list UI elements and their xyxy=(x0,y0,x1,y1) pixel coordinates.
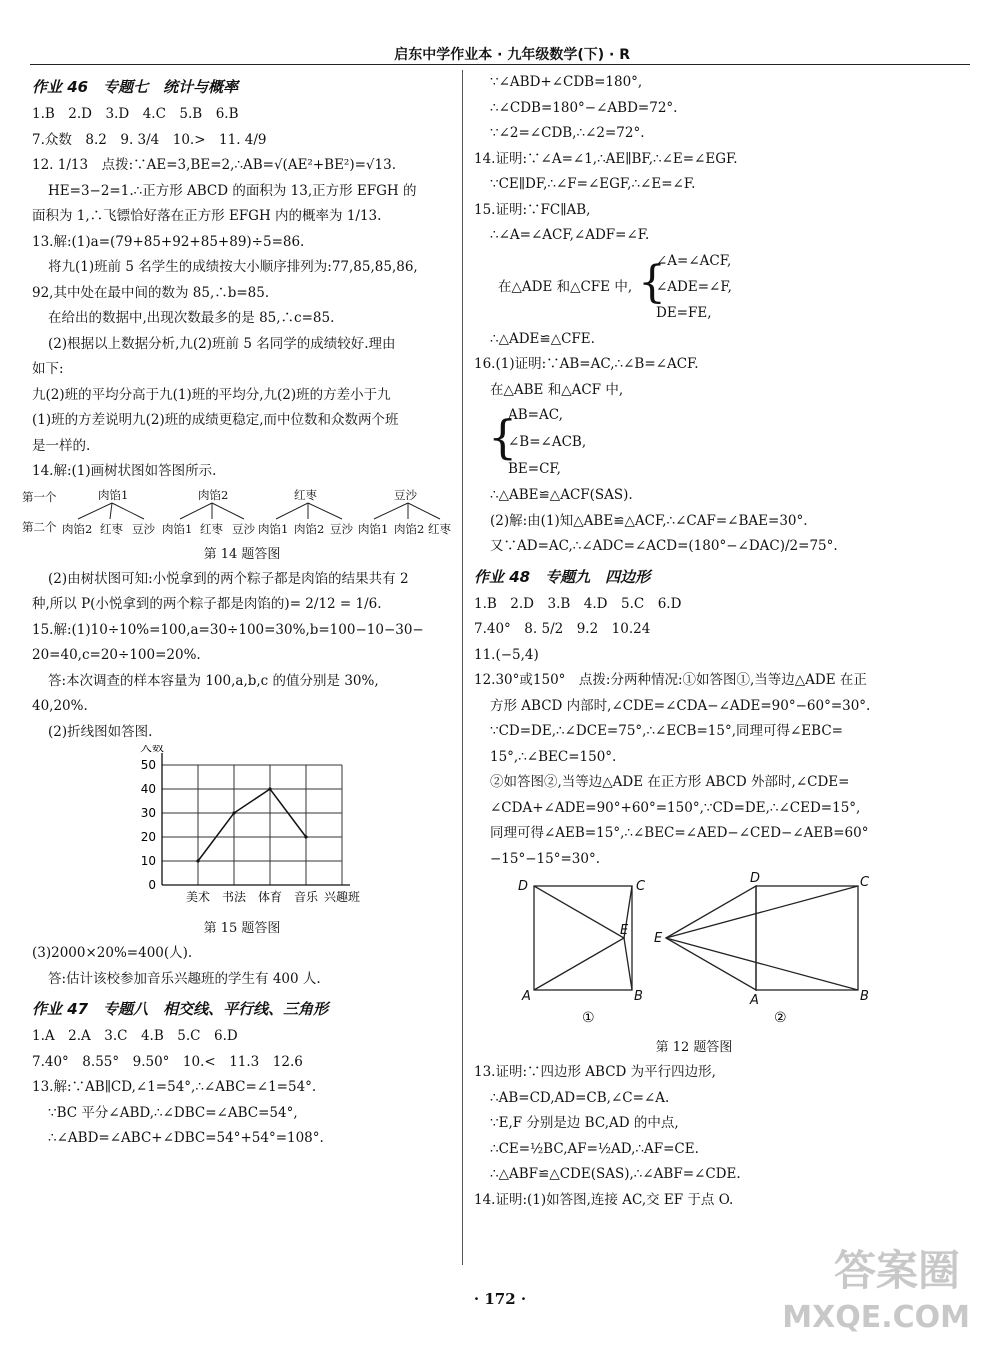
y-tick-label: 0 xyxy=(148,878,156,892)
answer-line: ∵BC 平分∠ABD,∴∠DBC=∠ABC=54°, xyxy=(48,1104,298,1121)
answer-line: ∴∠A=∠ACF,∠ADF=∠F. xyxy=(490,227,650,243)
data-point xyxy=(268,787,271,790)
answer-line: −15°−15°=30°. xyxy=(490,850,601,867)
answer-line: 13.解:(1)a=(79+85+92+85+89)÷5=86. xyxy=(32,233,305,250)
answer-line: (2)解:由(1)知△ABE≌△ACF,∴∠CAF=∠BAE=30°. xyxy=(490,512,808,529)
answer-line: 同理可得∠AEB=15°,∴∠BEC=∠AED−∠CED−∠AEB=60° xyxy=(490,825,869,841)
fig1-label: A xyxy=(522,989,531,1004)
system-line: ∠ADE=∠F, xyxy=(656,278,732,295)
column-divider xyxy=(462,70,463,1265)
fig2-label: D xyxy=(750,872,761,886)
answer-line: 20=40,c=20÷100=20%. xyxy=(32,647,201,663)
answer-line: 92,其中处在最中间的数为 85,∴b=85. xyxy=(32,284,270,301)
x-tick-label: 美术 xyxy=(185,890,211,904)
answer-line: ∴CE=½BC,AF=½AD,∴AF=CE. xyxy=(490,1140,699,1157)
answer-line: 15.解:(1)10÷10%=100,a=30÷100=30%,b=100−10−30− xyxy=(32,621,424,638)
y-tick-label: 40 xyxy=(140,782,156,796)
answer-line: 16.(1)证明:∵AB=AC,∴∠B=∠ACF. xyxy=(474,356,699,372)
fig2-label: B xyxy=(860,989,869,1004)
answer-line: 1.B 2.D 3.D 4.C 5.B 6.B xyxy=(32,106,239,122)
tree-top-node: 红枣 xyxy=(294,487,317,502)
answer-line: ∵CE∥DF,∴∠F=∠EGF,∴∠E=∠F. xyxy=(490,176,696,192)
system-intro: 在△ADE 和△CFE 中, xyxy=(498,278,633,295)
data-point xyxy=(232,811,235,814)
x-tick-label: 体育 xyxy=(257,890,283,904)
tree-leaf: 肉馅1 xyxy=(358,521,389,536)
answer-line: 7.40° 8.55° 9.50° 10.< 11.3 12.6 xyxy=(32,1053,303,1070)
answer-line: 15.证明:∵FC∥AB, xyxy=(474,201,591,218)
x-axis-label: 兴趣班 xyxy=(323,890,361,904)
brace-icon: { xyxy=(488,410,518,464)
y-tick-label: 30 xyxy=(140,806,156,820)
answer-line: ∴∠CDB=180°−∠ABD=72°. xyxy=(490,99,678,116)
x-tick-label: 音乐 xyxy=(293,890,319,904)
section-47-title: 作业 47 专题八 相交线、平行线、三角形 xyxy=(32,1000,329,1018)
brace-icon: { xyxy=(638,256,666,308)
fig1-label: E xyxy=(620,923,629,938)
answer-line: ∴∠ABD=∠ABC+∠DBC=54°+54°=108°. xyxy=(48,1130,324,1146)
header-title: 启东中学作业本 · 九年级数学(下) · R xyxy=(394,47,630,63)
fig1-label: C xyxy=(636,879,646,894)
page-number: · 172 · xyxy=(473,1290,527,1308)
answer-line: 答:估计该校参加音乐兴趣班的学生有 400 人. xyxy=(48,970,321,987)
answer-line: 7.众数 8.2 9. 3/4 10.> 11. 4/9 xyxy=(32,131,267,148)
tree-leaf: 肉馅2 xyxy=(62,521,93,536)
answer-line: 1.B 2.D 3.B 4.D 5.C 6.D xyxy=(474,595,682,612)
tree-leaf: 豆沙 xyxy=(132,521,155,536)
answer-line: HE=3−2=1.∴正方形 ABCD 的面积为 13,正方形 EFGH 的 xyxy=(48,182,417,199)
answer-line: 15°,∴∠BEC=150°. xyxy=(490,748,617,765)
figure-12-diagrams xyxy=(474,872,914,1032)
figure-15-caption: 第 15 题答图 xyxy=(203,921,281,936)
answer-line: 14.解:(1)画树状图如答图所示. xyxy=(32,463,217,479)
tree-leaf: 肉馅1 xyxy=(258,521,289,536)
answer-line: 方形 ABCD 内部时,∠CDE=∠CDA−∠ADE=90°−60°=30°. xyxy=(490,697,871,714)
answer-line: ∴△ABE≌△ACF(SAS). xyxy=(490,487,633,503)
answer-line: 在给出的数据中,出现次数最多的是 85,∴c=85. xyxy=(48,310,335,326)
tree-top-node: 肉馅2 xyxy=(198,487,229,502)
congruence-system-15 xyxy=(474,249,914,327)
answer-line: (1)班的方差说明九(2)班的成绩更稳定,而中位数和众数两个班 xyxy=(32,412,399,428)
answer-line: 将九(1)班前 5 名学生的成绩按大小顺序排列为:77,85,85,86, xyxy=(48,259,418,275)
answer-line: 7.40° 8. 5/2 9.2 10.24 xyxy=(474,621,651,637)
answer-line: 在△ABE 和△ACF 中, xyxy=(490,381,624,398)
series-line xyxy=(198,789,306,861)
answer-line: 种,所以 P(小悦拿到的两个粽子都是肉馅的)= 2/12 = 1/6. xyxy=(32,596,382,612)
answer-line: 40,20%. xyxy=(32,698,88,714)
system-line: DE=FE, xyxy=(656,304,712,321)
fig2-number: ② xyxy=(774,1010,787,1026)
answer-line: (2)折线图如答图. xyxy=(48,723,153,740)
answer-line: 14.证明:(1)如答图,连接 AC,交 EF 于点 O. xyxy=(474,1191,734,1208)
tree-leaf: 肉馅2 xyxy=(294,521,325,536)
answer-line: 面积为 1,∴飞镖恰好落在正方形 EFGH 内的概率为 1/13. xyxy=(32,208,382,224)
tree-leaf: 肉馅1 xyxy=(162,521,193,536)
answer-line: 11.(−5,4) xyxy=(474,646,539,663)
answer-line: ∴AB=CD,AD=CB,∠C=∠A. xyxy=(490,1089,670,1106)
section-46-title: 作业 46 专题七 统计与概率 xyxy=(32,78,239,96)
answer-line: (3)2000×20%=400(人). xyxy=(32,945,193,961)
answer-line: ∵∠2=∠CDB,∴∠2=72°. xyxy=(490,125,645,141)
tree-leaf: 红枣 xyxy=(100,521,123,536)
congruence-system-16 xyxy=(474,403,914,483)
answer-line: 九(2)班的平均分高于九(1)班的平均分,九(2)班的方差小于九 xyxy=(32,386,391,403)
fig2-label: C xyxy=(860,875,870,890)
data-point xyxy=(196,859,199,862)
left-column xyxy=(22,70,452,1152)
section-48-title: 作业 48 专题九 四边形 xyxy=(474,567,651,586)
answer-line: 13.解:∵AB∥CD,∠1=54°,∴∠ABC=∠1=54°. xyxy=(32,1079,317,1095)
answer-line: 12.30°或150° 点拨:分两种情况:①如答图①,当等边△ADE 在正 xyxy=(474,672,867,688)
tree-first-label: 第一个 xyxy=(22,489,57,504)
answer-line: 如下: xyxy=(32,361,64,377)
right-column xyxy=(474,70,914,1213)
y-axis-label: 人数 xyxy=(140,745,165,754)
tree-leaf: 豆沙 xyxy=(232,521,255,536)
figure-14-caption: 第 14 题答图 xyxy=(203,546,281,562)
system-line: ∠A=∠ACF, xyxy=(656,252,732,269)
tree-diagram xyxy=(22,487,452,543)
answer-line: ∵CD=DE,∴∠DCE=75°,∴∠ECB=15°,同理可得∠EBC= xyxy=(490,723,843,739)
tree-leaf: 红枣 xyxy=(200,521,223,536)
answer-line: ∠CDA+∠ADE=90°+60°=150°,∵CD=DE,∴∠CED=15°, xyxy=(490,799,861,816)
data-point xyxy=(304,835,307,838)
figure-12-caption: 第 12 题答图 xyxy=(655,1040,733,1055)
answer-line: (2)根据以上数据分析,九(2)班前 5 名同学的成绩较好.理由 xyxy=(48,335,396,352)
tree-leaf: 豆沙 xyxy=(330,521,353,536)
answer-line: 又∵AD=AC,∴∠ADC=∠ACD=(180°−∠DAC)/2=75°. xyxy=(490,538,838,554)
answer-line: ②如答图②,当等边△ADE 在正方形 ABCD 外部时,∠CDE= xyxy=(490,774,850,790)
x-tick-label: 书法 xyxy=(221,890,247,904)
tree-leaf: 肉馅2 xyxy=(394,521,425,536)
answer-line: 答:本次调查的样本容量为 100,a,b,c 的值分别是 30%, xyxy=(48,672,379,689)
answer-line: 是一样的. xyxy=(32,437,91,454)
answer-line: ∵∠ABD+∠CDB=180°, xyxy=(490,74,643,90)
answer-line: ∵E,F 分别是边 BC,AD 的中点, xyxy=(490,1115,679,1131)
watermark-logo: 答案圈 xyxy=(833,1246,960,1295)
answer-line: 13.证明:∵四边形 ABCD 为平行四边形, xyxy=(474,1064,716,1080)
answer-line: ∴△ABF≌△CDE(SAS),∴∠ABF=∠CDE. xyxy=(490,1166,741,1182)
answer-line: 1.A 2.A 3.C 4.B 5.C 6.D xyxy=(32,1028,238,1044)
page-header xyxy=(30,42,970,65)
answer-line: 12. 1/13 点拨:∵AE=3,BE=2,∴AB=√(AE²+BE²)=√13. xyxy=(32,157,396,173)
watermark-url: MXQE.COM xyxy=(782,1300,970,1335)
tree-top-node: 肉馅1 xyxy=(98,487,129,502)
fig2-label: A xyxy=(750,993,759,1008)
answer-line: 14.证明:∵∠A=∠1,∴AE∥BF,∴∠E=∠EGF. xyxy=(474,150,738,167)
fig1-number: ① xyxy=(582,1010,595,1026)
fig1-label: D xyxy=(518,879,529,894)
tree-top-node: 豆沙 xyxy=(394,487,417,502)
tree-second-label: 第二个 xyxy=(22,519,57,534)
answer-line: (2)由树状图可知:小悦拿到的两个粽子都是肉馅的结果共有 2 xyxy=(48,570,409,587)
fig1-label: B xyxy=(634,989,643,1004)
y-tick-label: 20 xyxy=(140,830,156,844)
system-line: BE=CF, xyxy=(508,461,561,477)
system-line: ∠B=∠ACB, xyxy=(508,434,587,450)
fig2-label: E xyxy=(654,931,663,946)
tree-leaf: 红枣 xyxy=(428,521,451,536)
system-line: AB=AC, xyxy=(508,407,563,423)
y-tick-label: 10 xyxy=(140,854,156,868)
y-tick-label: 50 xyxy=(140,758,156,772)
line-chart-15 xyxy=(32,745,452,913)
answer-line: ∴△ADE≌△CFE. xyxy=(490,330,595,347)
